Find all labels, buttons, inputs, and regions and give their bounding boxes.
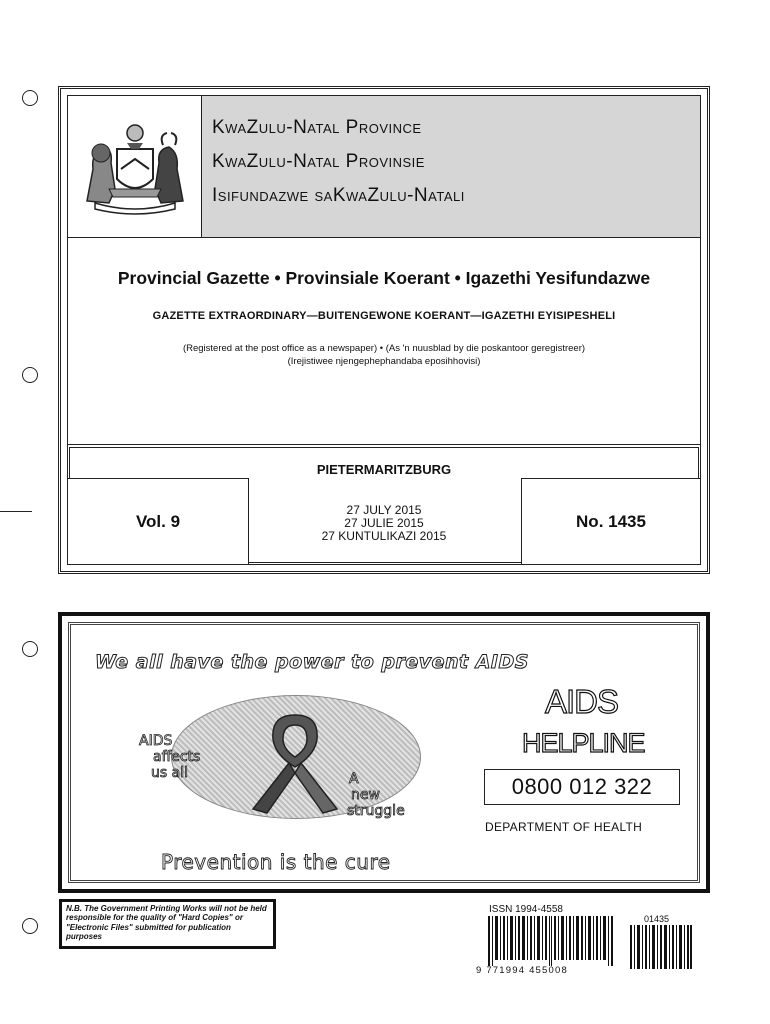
issue-date-zulu: 27 KUNTULIKAZI 2015 <box>321 529 447 543</box>
prevention-slogan: Prevention is the cure <box>161 850 391 874</box>
helpline-phone-number: 0800 012 322 <box>484 769 680 805</box>
binding-line <box>0 511 32 512</box>
red-ribbon-icon <box>245 707 345 817</box>
barcode-digits: 9 771994 455008 <box>476 965 568 976</box>
issn-label: ISSN 1994-4558 <box>489 904 563 915</box>
issue-number: No. 1435 <box>576 511 646 531</box>
oval-text-struggle: struggle <box>347 803 405 819</box>
province-name-english: KwaZulu-Natal Province <box>212 117 422 138</box>
disclaimer-note: N.B. The Government Printing Works will not be held responsible for the quality of "Hard Copies" or "Electronic Files" submitted for publication purposes <box>59 899 276 949</box>
aids-advert <box>58 612 710 893</box>
issue-date-afrikaans: 27 JULIE 2015 <box>344 516 424 530</box>
province-name-afrikaans: KwaZulu-Natal Provinsie <box>212 151 425 172</box>
number-box <box>521 478 701 565</box>
oval-text-aids: AIDS <box>139 733 173 749</box>
punch-hole-2 <box>22 367 38 383</box>
oval-text-a: A <box>349 771 359 787</box>
registration-note <box>68 342 700 368</box>
gazette-masthead <box>58 86 710 574</box>
issue-date-english: 27 JULY 2015 <box>346 503 422 517</box>
supplement-barcode-icon <box>630 925 692 969</box>
punch-hole-4 <box>22 918 38 934</box>
issue-dates <box>250 504 518 543</box>
province-name-zulu: Isifundazwe saKwaZulu-Natali <box>212 185 465 206</box>
punch-hole-3 <box>22 641 38 657</box>
issn-barcode-icon <box>488 916 616 966</box>
oval-text-new: new <box>351 787 380 803</box>
department-of-health: DEPARTMENT OF HEALTH <box>485 820 643 834</box>
punch-hole-1 <box>22 90 38 106</box>
gazette-subtitle: GAZETTE EXTRAORDINARY—BUITENGEWONE KOERANT—IGAZETHI EYISIPESHELI <box>152 310 616 322</box>
registration-line-1: (Registered at the post office as a newspaper) • (As 'n nuusblad by die poskantoor geregistreer) <box>182 343 586 354</box>
oval-text-us-all: us all <box>151 765 188 781</box>
issue-block <box>67 444 701 565</box>
volume-label: Vol. 9 <box>135 511 181 531</box>
masthead-top <box>67 95 701 238</box>
gazette-title: Provincial Gazette • Provinsiale Koerant • Igazethi Yesifundazwe <box>117 268 651 288</box>
helpline-heading: HELPLINE <box>522 728 645 758</box>
volume-box <box>67 478 249 565</box>
masthead-title-block <box>67 238 701 444</box>
coat-of-arms-icon <box>68 96 202 237</box>
supplement-code: 01435 <box>644 914 670 924</box>
aids-slogan: We all have the power to prevent AIDS <box>95 651 529 673</box>
registration-line-2: (Irejistiwee njengephephandaba eposihhovisi) <box>287 356 481 367</box>
issue-city: PIETERMARITZBURG <box>316 462 452 477</box>
aids-advert-inner <box>68 622 700 883</box>
province-names <box>202 96 700 237</box>
aids-heading: AIDS <box>545 683 619 720</box>
oval-text-affects: affects <box>153 749 201 765</box>
